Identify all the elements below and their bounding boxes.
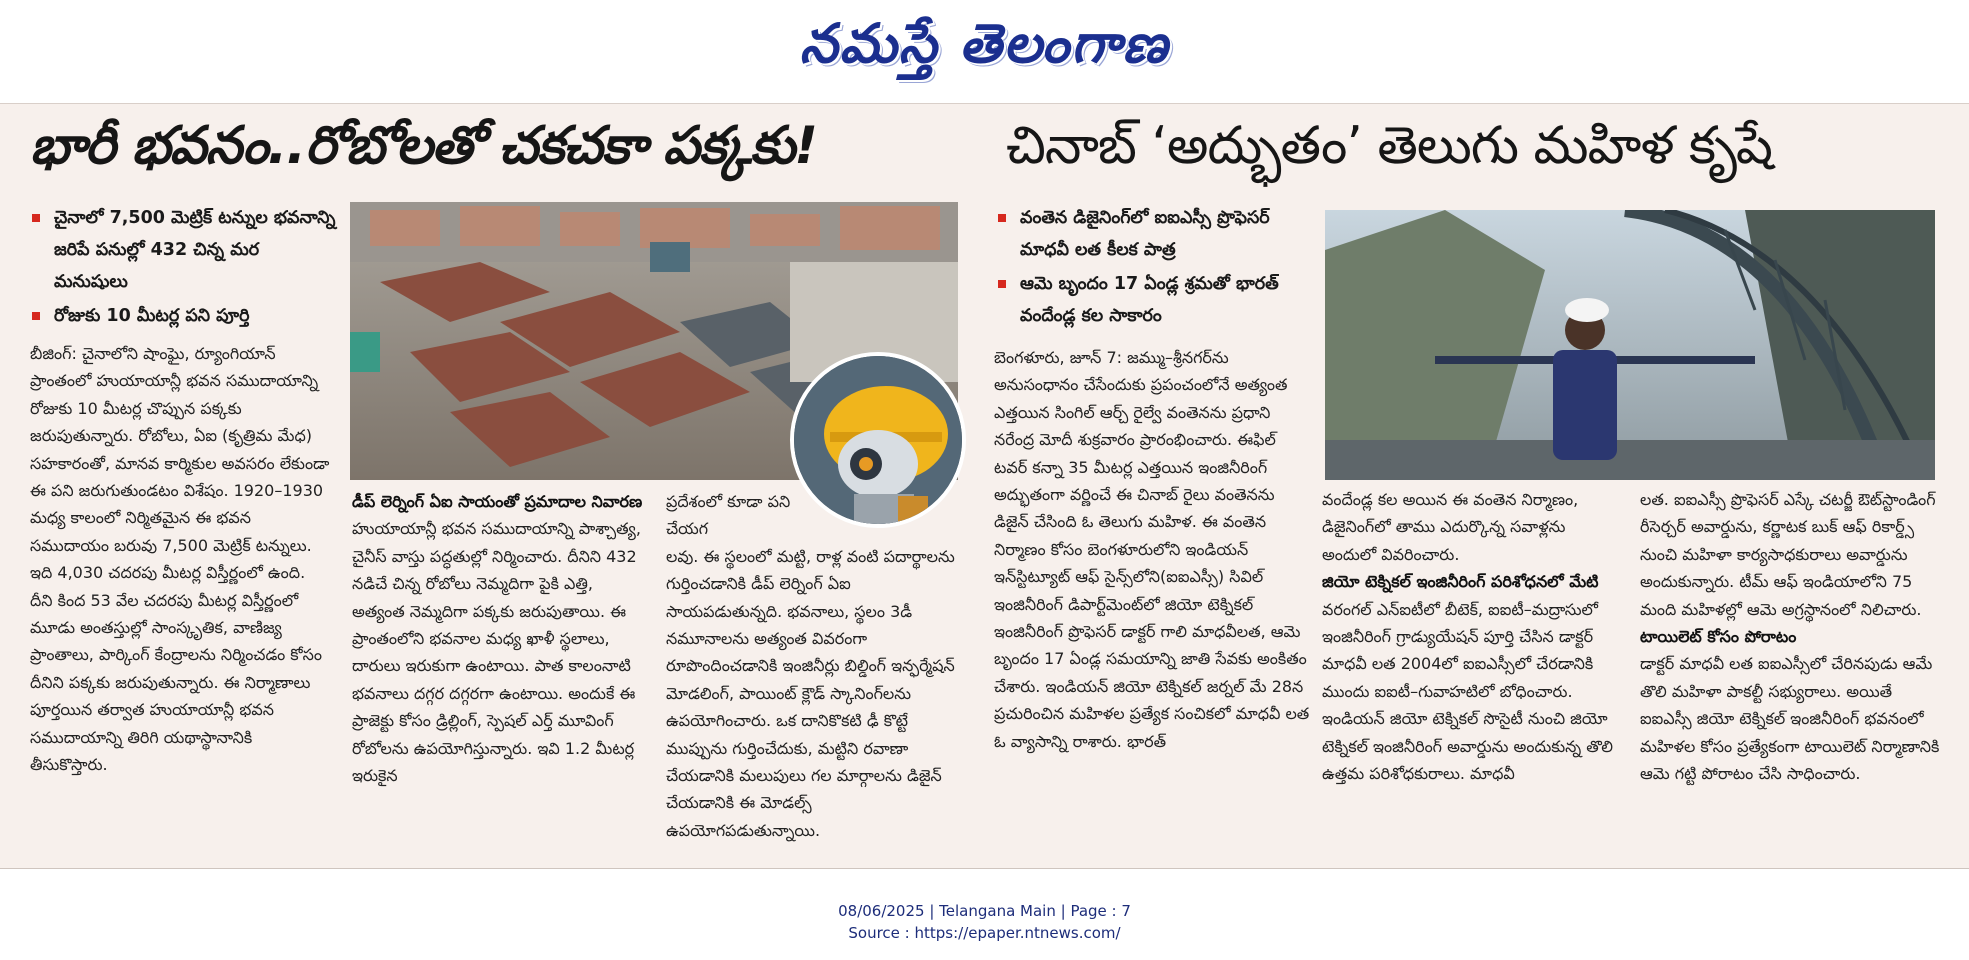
bullet-item: చైనాలో 7,500 మెట్రిక్ టన్నుల భవనాన్ని జరిపే పనుల్లో 432 చిన్న మర మనుషులు <box>28 202 338 298</box>
footer-source-link[interactable]: Source : https://epaper.ntnews.com/ <box>848 924 1121 942</box>
page-footer <box>0 900 1969 944</box>
bridge-photo-image <box>1325 210 1935 480</box>
masthead-logo: నమస్తే తెలంగాణ <box>799 11 1170 75</box>
bullet-item: వంతెన డిజైనింగ్‌లో ఐఐఎస్సీ ప్రొఫెసర్ మాధవీ లత కీలక పాత్ర <box>994 202 1314 266</box>
bullet-item: రోజుకు 10 మీటర్ల పని పూర్తి <box>28 300 338 332</box>
right-article-column-3: లత. ఐఐఎస్సీ ప్రొఫెసర్ ఎస్కే చటర్జీ ఔట్‌స్టాండింగ్ రీసెర్చర్ అవార్డును, కర్ణాటక బుక్ ఆఫ్ రికార్డ్స్ నుంచి మహిళా కార్యసాధకురాలు అవార్డును అందుకున్నారు. టీమ్ ఆఫ్ ఇండియాలోని 75 మంది మహిళల్లో ఆమె అగ్రస్థానంలో నిలిచారు. టాయిలెట్ కోసం పోరాటం డాక్టర్ మాధవీ లత ఐఐఎస్సీలో చేరినపుడు ఆమే తొలి మహిళా పాకల్టీ సభ్యురాలు. అయితే ఐఐఎస్సీ జియో టెక్నికల్ ఇంజినీరింగ్ భవనంలో మహిళల కోసం ప్రత్యేకంగా టాయిలెట్ నిర్మాణానికి ఆమె గట్టి పోరాటం చేసి సాధించారు. <box>1640 490 1940 784</box>
right-article-bullets <box>994 202 1314 334</box>
footer-date-edition: 08/06/2025 | Telangana Main | Page : 7 <box>838 902 1131 920</box>
right-article-headline: చినాబ్ ‘అద్భుతం’ తెలుగు మహిళ కృషే <box>1006 116 1772 176</box>
masthead <box>0 0 1969 100</box>
left-article-headline: భారీ భవనం..రోబోలతో చకచకా పక్కకు! <box>30 116 817 176</box>
left-article-column-1: బీజింగ్: చైనాలోని షాంఘై, ర్యూంగియాన్ ప్రాంతంలో హుయాయాన్లీ భవన సముదాయాన్ని రోజుకు 10 మీటర్ల చొప్పున పక్కకు జరుపుతున్నారు. రోబోలు, ఏఐ (కృత్రిమ మేధ) సహకారంతో, మానవ కార్మికుల అవసరం లేకుండా ఈ పని జరుగుతుండటం విశేషం. 1920–1930 మధ్య కాలంలో నిర్మితమైన ఈ భవన సముదాయం బరువు 7,500 మెట్రిక్ టన్నులు. ఇది 4,030 చదరపు మీటర్ల విస్తీర్ణంలో ఉంది. దీని కింద 53 వేల చదరపు మీటర్ల విస్తీర్ణంలో మూడు అంతస్తుల్లో సాంస్కృతిక, వాణిజ్య ప్రాంతాలు, పార్కింగ్ కేంద్రాలను నిర్మించడం కోసం దీనిని పక్కకు జరుపుతున్నారు. ఈ నిర్మాణాలు పూర్తయిన తర్వాత హుయాయాన్లీ భవన సముదాయాన్ని తిరిగి యథాస్థానానికి తీసుకొస్తారు. <box>30 344 330 775</box>
subheading: జియో టెక్నికల్ ఇంజినీరింగ్ పరిశోధనలో మేటి <box>1322 572 1599 592</box>
bullet-square-icon <box>998 280 1006 288</box>
bridge-photo <box>1325 210 1935 480</box>
right-article-column-1: బెంగళూరు, జూన్ 7: జమ్ము–శ్రీనగర్‌ను అనుసంధానం చేసేందుకు ప్రపంచంలోనే అత్యంత ఎత్తయిన సింగిల్ ఆర్చ్ రైల్వే వంతెనను ప్రధాని నరేంద్ర మోదీ శుక్రవారం ప్రారంభించారు. ఈఫిల్ టవర్ కన్నా 35 మీటర్ల ఎత్తయిన ఇంజినీరింగ్ అద్భుతంగా వర్ణించే ఈ చినాబ్ రైలు వంతెనను డిజైన్ చేసింది ఓ తెలుగు మహిళ. ఈ వంతెన నిర్మాణం కోసం బెంగళూరులోని ఇండియన్ ఇన్‌స్టిట్యూట్ ఆఫ్ సైన్స్‌లోని(ఐఐఎస్సీ) సివిల్ ఇంజినీరింగ్ డిపార్ట్‌మెంట్‌లో జియో టెక్నికల్ ఇంజినీరింగ్ ప్రొఫెసర్ డాక్టర్ గాలి మాధవీలత, ఆమె బృందం 17 ఏండ్ల సమయాన్ని జాతి సేవకు అంకితం చేశారు. ఇండియన్ జియో టెక్నికల్ జర్నల్ మే 28న ప్రచురించిన మహిళల ప్రత్యేక సంచికలో మాధవీ లత ఓ వ్యాసాన్ని రాశారు. భారత్ <box>994 348 1310 751</box>
right-article-column-2: వందేండ్ల కల అయిన ఈ వంతెన నిర్మాణం, డిజైనింగ్‌లో తాము ఎదుర్కొన్న సవాళ్లను అందులో వివరించారు. జియో టెక్నికల్ ఇంజినీరింగ్ పరిశోధనలో మేటి వరంగల్ ఎన్ఐటీలో బీటెక్, ఐఐటీ–మద్రాసులో ఇంజినీరింగ్ గ్రాడ్యుయేషన్ పూర్తి చేసిన డాక్టర్ మాధవీ లత 2004లో ఐఐఎస్సీలో చేరడానికి ముందు ఐఐటీ–గువాహటిలో బోధించారు. ఇండియన్ జియో టెక్నికల్ సొసైటీ నుంచి జియో టెక్నికల్ ఇంజినీరింగ్ అవార్డును అందుకున్న తొలి ఉత్తమ పరిశోధకురాలు. మాధవీ <box>1322 486 1622 866</box>
left-article-column-3: ప్రదేశంలో కూడా పని చేయగ లవు. ఈ స్థలంలో మట్టి, రాళ్ల వంటి పదార్థాలను గుర్తించడానికి డీప్ లెర్నింగ్ ఏఐ సాయపడుతున్నది. భవనాలు, స్థలం 3డీ నమూనాలను అత్యంత వివరంగా రూపొందించడానికి ఇంజినీర్లు బిల్డింగ్ ఇన్ఫర్మేషన్ మోడలింగ్, పాయింట్ క్లౌడ్ స్కానింగ్‌లను ఉపయోగించారు. ఒక దానికొకటి ఢీ కొట్టే ముప్పును గుర్తించేదుకు, మట్టిని రవాణా చేయడానికి మలుపులు గల మార్గాలను డిజైన్ చేయడానికి ఈ మోడల్స్ ఉపయోగపడుతున్నాయి. <box>666 492 955 840</box>
bullet-square-icon <box>32 312 40 320</box>
bullet-item: ఆమె బృందం 17 ఏండ్ల శ్రమతో భారత్ వందేండ్ల కల సాకారం <box>994 268 1314 332</box>
subheading: టాయిలెట్ కోసం పోరాటం <box>1640 627 1797 647</box>
bullet-square-icon <box>32 214 40 222</box>
newspaper-page <box>0 103 1969 869</box>
subheading: డీప్ లెర్నింగ్ ఏఐ సాయంతో ప్రమాదాల నివారణ <box>352 492 643 511</box>
left-article-bullets <box>28 202 338 334</box>
left-article-column-2: డీప్ లెర్నింగ్ ఏఐ సాయంతో ప్రమాదాల నివారణ హుయాయాన్లీ భవన సముదాయాన్ని పాశ్చాత్య, చైనీస్ వాస్తు పద్ధతుల్లో నిర్మించారు. దీనిని 432 నడిచే చిన్న రోబోలు నెమ్మదిగా పైకి ఎత్తి, అత్యంత నెమ్మదిగా పక్కకు జరుపుతాయి. ఈ ప్రాంతంలోని భవనాల మధ్య ఖాళీ స్థలాలు, దారులు ఇరుకుగా ఉంటాయి. పాత కాలంనాటి భవనాలు దగ్గర దగ్గరగా ఉంటాయి. అందుకే ఈ ప్రాజెక్టు కోసం డ్రిల్లింగ్, స్పెషల్ ఎర్త్ మూవింగ్ రోబోలను ఉపయోగిస్తున్నారు. ఇవి 1.2 మీటర్ల ఇరుకైన <box>352 488 648 863</box>
bullet-square-icon <box>998 214 1006 222</box>
